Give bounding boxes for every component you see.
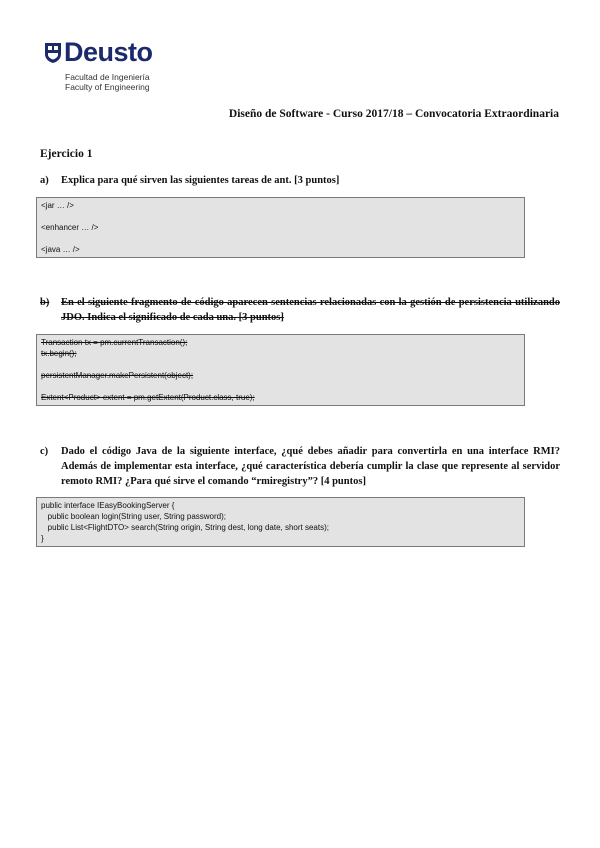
question-b — [40, 295, 560, 325]
question-text: Explica para qué sirven las siguientes tareas de ant. [3 puntos] — [61, 175, 340, 186]
code-line: <jar … /> — [41, 201, 74, 210]
deusto-shield-icon — [44, 42, 62, 64]
code-line: public interface IEasyBookingServer { — [41, 501, 175, 510]
code-line: <java … /> — [41, 245, 80, 254]
code-blank-line — [41, 211, 520, 222]
deusto-logo — [44, 37, 174, 96]
code-line: } — [41, 534, 44, 543]
code-line: persistentManager.makePersistent(object); — [41, 371, 194, 380]
code-line: public List<FlightDTO> search(String origin, String dest, long date, short seats); — [41, 523, 329, 532]
course-heading: Diseño de Software - Curso 2017/18 – Convocatoria Extraordinaria — [228, 108, 559, 120]
logo-subtitle-es: Facultad de Ingeniería — [65, 72, 150, 82]
exercise-title: Ejercicio 1 — [40, 148, 93, 160]
logo-wordmark: Deusto — [64, 37, 153, 67]
code-box-c — [36, 497, 525, 547]
code-line: public boolean login(String user, String password); — [41, 512, 226, 521]
code-box-a — [36, 197, 525, 258]
logo-subtitle-en: Faculty of Engineering — [65, 82, 150, 92]
code-line: Extent<Product> extent = pm.getExtent(Product.class, true); — [41, 393, 255, 402]
code-blank-line — [41, 381, 520, 392]
question-letter: b) — [40, 297, 50, 308]
question-c — [40, 444, 560, 489]
code-blank-line — [41, 233, 520, 244]
question-a — [40, 173, 560, 188]
code-line: <enhancer … /> — [41, 223, 99, 232]
question-letter: c) — [40, 446, 49, 457]
question-letter: a) — [40, 175, 49, 186]
code-box-b — [36, 334, 525, 406]
question-text: En el siguiente fragmento de código aparecen sentencias relacionadas con la gestión de persistencia utilizando JDO. Indica el significado de cada una. [3 puntos] — [61, 297, 560, 323]
code-blank-line — [41, 359, 520, 370]
code-line: tx.begin(); — [41, 349, 77, 358]
code-line: Transaction tx = pm.currentTransaction(); — [41, 338, 188, 347]
question-text: Dado el código Java de la siguiente interface, ¿qué debes añadir para convertirla en una interface RMI? Además de implementar esta interface, ¿qué característica debería cumplir la clase que represente al servidor remoto RMI? ¿Para qué sirve el comando “rmiregistry”? [4 puntos] — [61, 446, 560, 487]
